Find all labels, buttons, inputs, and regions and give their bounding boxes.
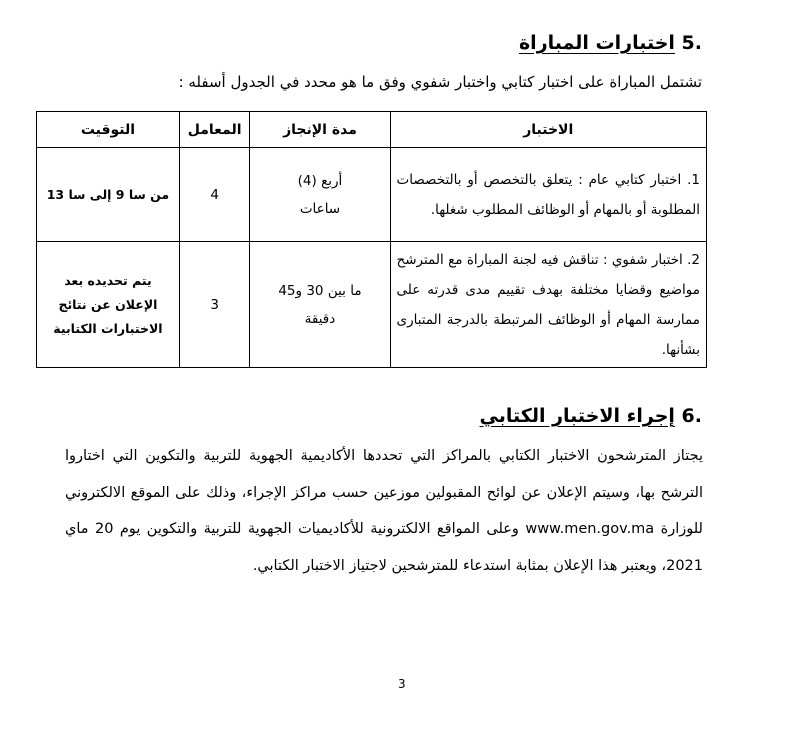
written-test-coefficient: 4 xyxy=(179,148,250,242)
section-6-heading xyxy=(480,407,702,426)
section-5-heading xyxy=(519,34,702,53)
oral-test-coefficient: 3 xyxy=(179,242,250,368)
header-coefficient: المعامل xyxy=(179,112,250,148)
timing-line: الاختبارات الكتابية xyxy=(53,320,163,336)
duration-line: أربع (4) xyxy=(297,172,343,189)
section-5-title: اختبارات المباراة xyxy=(518,32,675,54)
header-timing: التوقيت xyxy=(37,112,180,148)
written-test-duration xyxy=(250,148,390,242)
section-5-intro: تشتمل المباراة على اختبار كتابي واختبار شفوي وفق ما هو محدد في الجدول أسفله : xyxy=(178,73,702,91)
duration-line: دقيقة xyxy=(304,310,336,327)
header-duration: مدة الإنجاز xyxy=(250,112,390,148)
timing-line: الإعلان عن نتائج xyxy=(58,296,158,312)
section-6-body xyxy=(65,438,703,584)
section-5-number: .5 xyxy=(681,32,702,54)
oral-test-description: 2. اختبار شفوي : تناقش فيه لجنة المباراة مع المترشح مواضيع وقضايا مختلفة بهدف تقييم مدى قدرته على ممارسة المهام أو الوظائف المرتبطة بالدرجة المتبارى بشأنها. xyxy=(390,242,707,368)
page-number: 3 xyxy=(398,677,406,691)
header-test: الاختبار xyxy=(390,112,707,148)
timing-line: يتم تحديده بعد xyxy=(64,272,152,288)
written-test-timing: من سا 9 إلى سا 13 xyxy=(37,148,180,242)
duration-line: ساعات xyxy=(299,200,341,217)
section-6-number: .6 xyxy=(681,405,702,427)
table-header-row xyxy=(37,112,707,148)
table-row xyxy=(37,148,707,242)
section-6-paragraph: يجتاز المترشحون الاختبار الكتابي بالمراكز التي تحددها الأكاديمية الجهوية للتربية والتكوين التي اختاروا الترشح بها، وسيتم الإعلان عن لوائح المقبولين موزعين حسب مراكز الإجراء، وذلك على الموقع الالكتروني للوزارة www.men.gov.ma وعلى المواقع الالكترونية للأكاديميات الجهوية للتربية والتكوين يوم 20 ماي 2021، ويعتبر هذا الإعلان بمثابة استدعاء للمترشحين لاجتياز الاختبار الكتابي. xyxy=(65,448,703,574)
section-6-title: إجراء الاختبار الكتابي xyxy=(479,405,675,427)
oral-test-timing xyxy=(37,242,180,368)
table-row xyxy=(37,242,707,368)
oral-test-duration xyxy=(250,242,390,368)
exams-table xyxy=(36,111,707,368)
written-test-description: 1. اختبار كتابي عام : يتعلق بالتخصص أو بالتخصصات المطلوبة أو بالمهام أو الوظائف المطلوب شغلها. xyxy=(390,148,707,242)
duration-line: ما بين 30 و45 xyxy=(278,282,362,299)
